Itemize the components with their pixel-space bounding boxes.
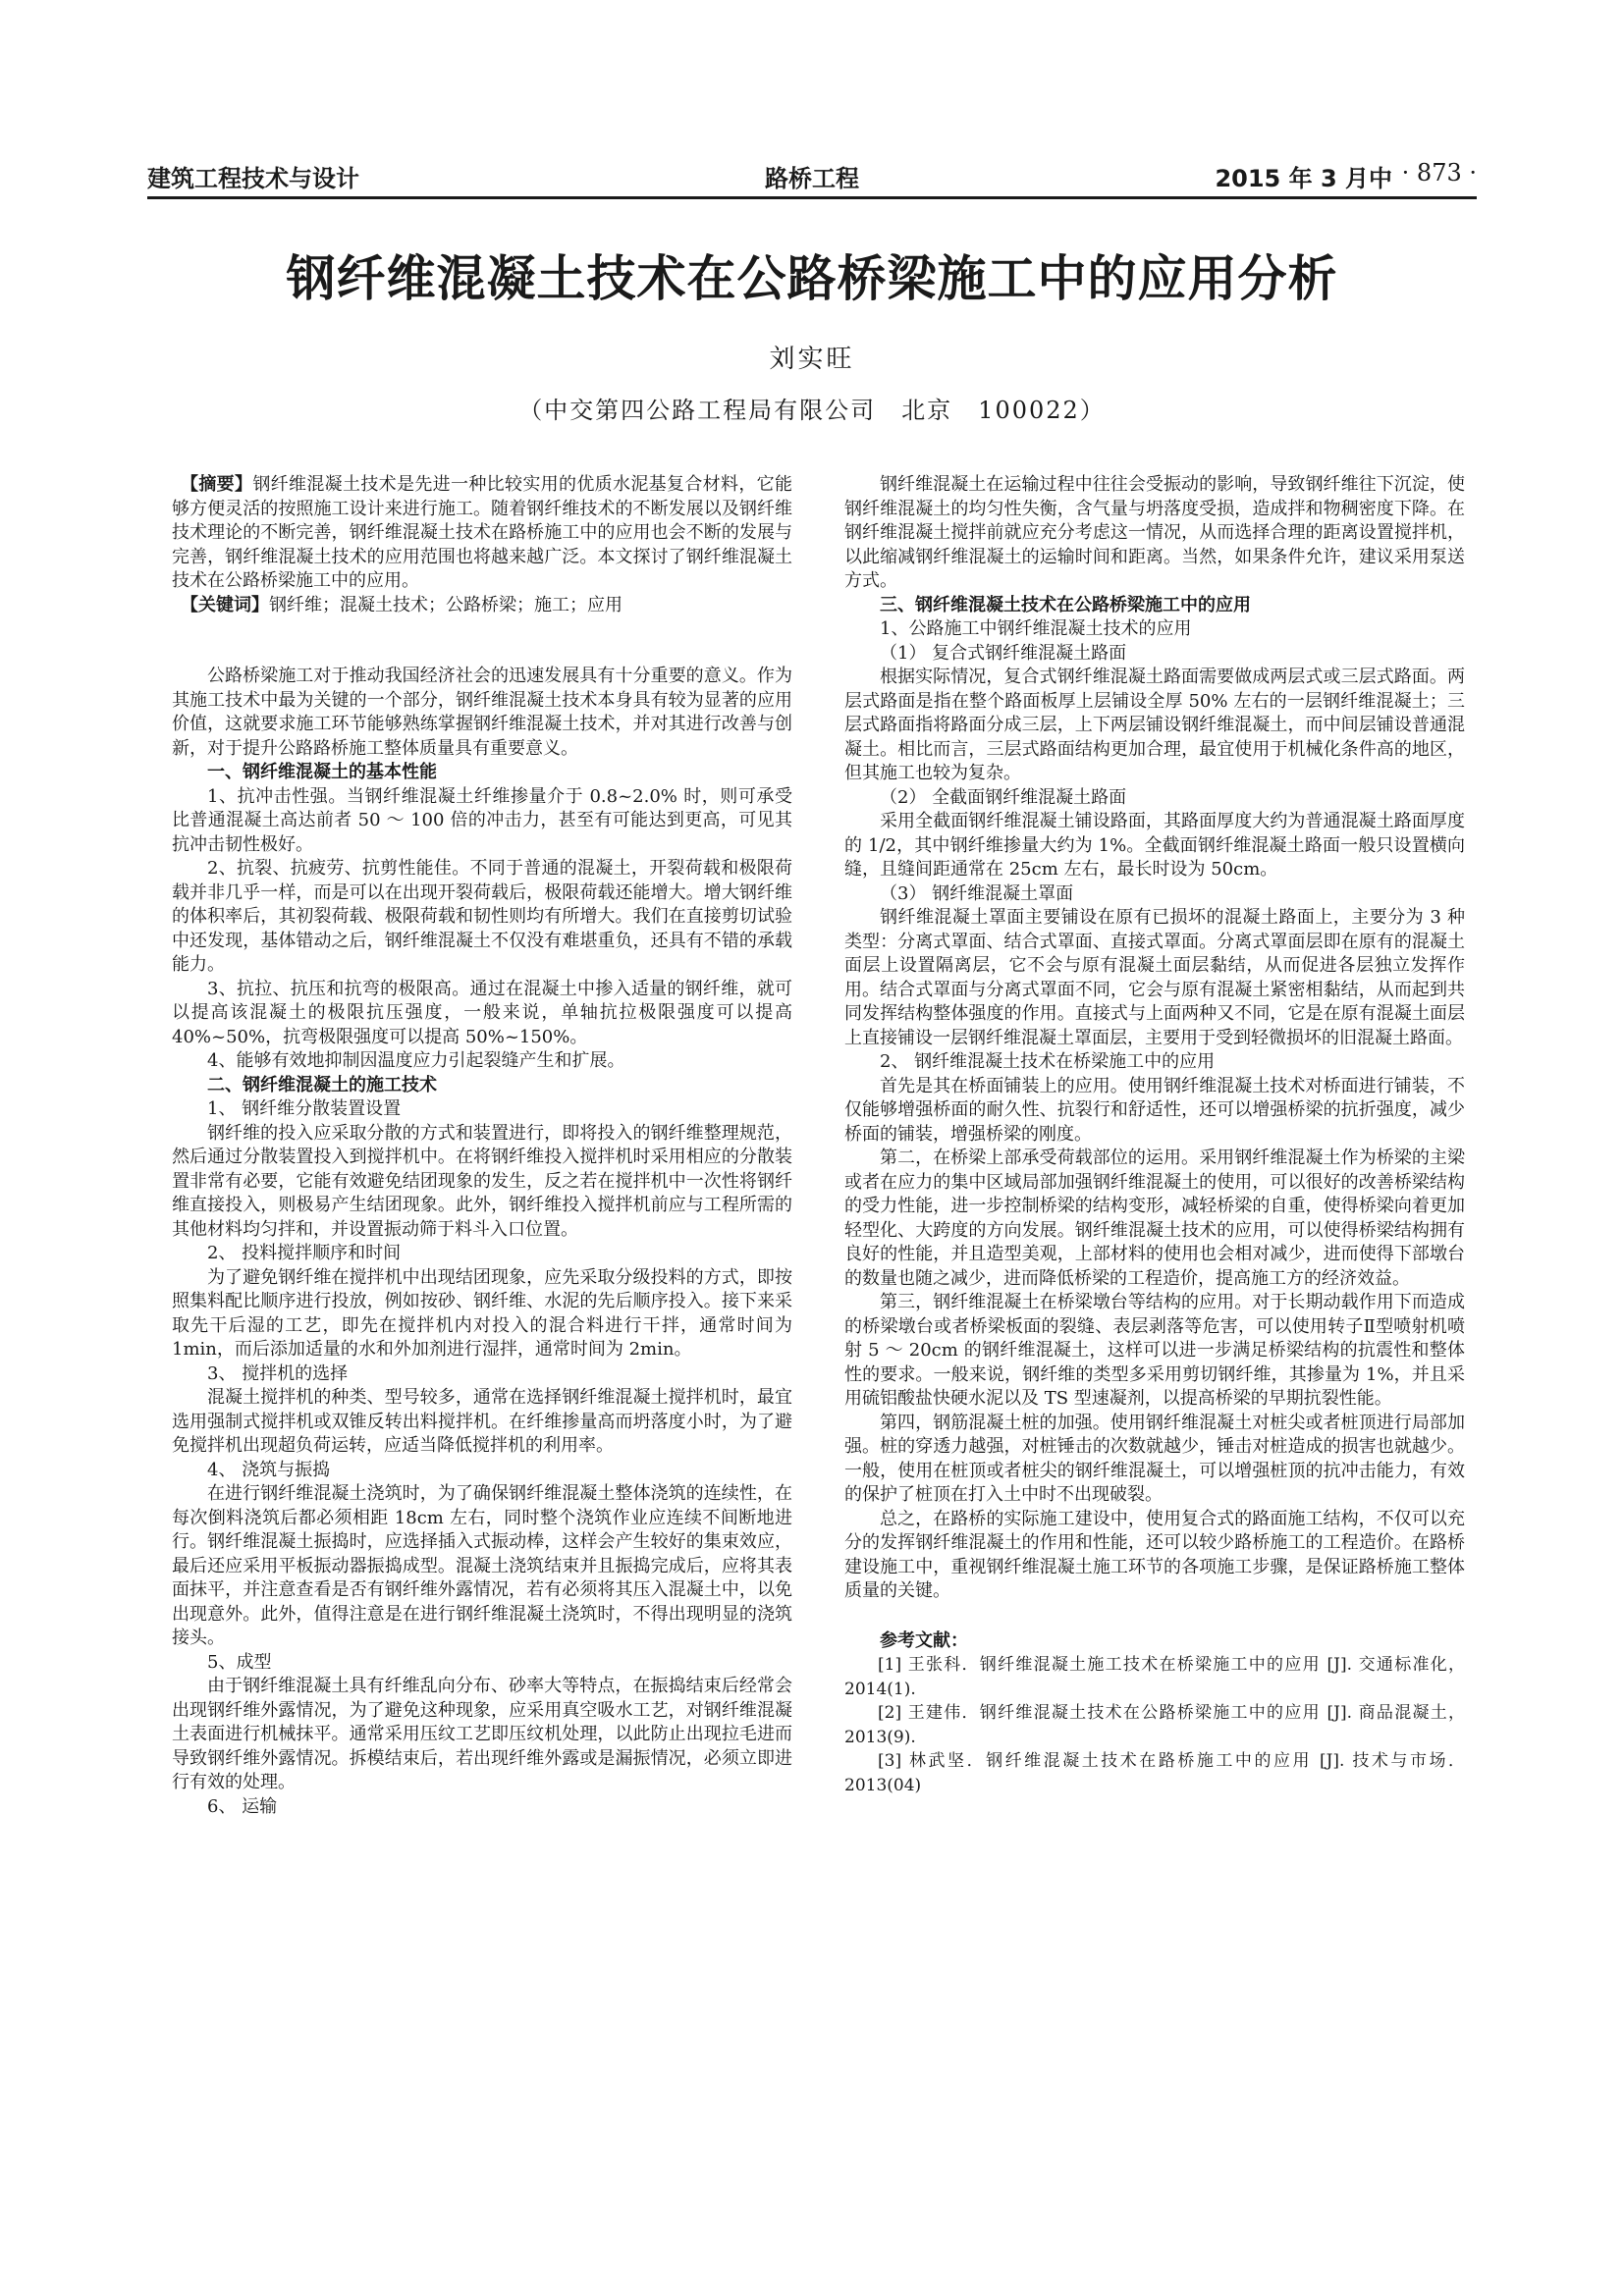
paragraph: 为了避免钢纤维在搅拌机中出现结团现象，应先采取分级投料的方式，即按照集料配比顺序进行投放，例如按砂、钢纤维、水泥的先后顺序投入。接下来采取先干后湿的工艺，即先在搅拌机内对投入的混合料进行干拌，通常时间为 1min，而后添加适量的水和外加剂进行湿拌，通常时间为 2min。 (172, 1266, 792, 1360)
references-spacer (844, 1604, 1465, 1629)
subsection-title: 6、 运输 (207, 1795, 278, 1817)
paragraph: 根据实际情况，复合式钢纤维混凝土路面需要做成两层式或三层式路面。两层式路面是指在整个路面板厚上层铺设全厚 50% 左右的一层钢纤维混凝土；三层式路面指将路面分成三层，上下两层铺设钢纤维混凝土，而中间层铺设普通混凝土。相比而言，三层式路面结构更加合理，最宜使用于机械化条件高的地区，但其施工也较为复杂。 (844, 667, 1465, 783)
references-title: 参考文献： (880, 1629, 968, 1651)
section-heading-3: 三、钢纤维混凝土技术在公路桥梁施工中的应用 (880, 594, 1251, 615)
paragraph: 3、抗拉、抗压和抗弯的极限高。通过在混凝土中掺入适量的钢纤维，就可以提高该混凝土的极限抗压强度，一般来说，单轴抗拉极限强度可以提高 40%~50%，抗弯极限强度可以提高 50%~150%。 (172, 978, 792, 1047)
subsection-title: 2、 投料搅拌顺序和时间 (207, 1243, 402, 1263)
paragraph: 4、能够有效地抑制因温度应力引起裂缝产生和扩展。 (207, 1050, 625, 1071)
article-title: 钢纤维混凝土技术在公路桥梁施工中的应用分析 (286, 250, 1338, 307)
paragraph: 采用全截面钢纤维混凝土铺设路面，其路面厚度大约为普通混凝土路面厚度的 1/2，其中钢纤维掺量大约为 1%。全截面钢纤维混凝土路面一般只设置横向缝，且缝间距通常在 25cm 左右，最长时设为 50cm。 (844, 811, 1465, 880)
abstract (172, 473, 792, 594)
paragraph: 由于钢纤维混凝土具有纤维乱向分布、砂率大等特点，在振捣结束后经常会出现钢纤维外露情况，为了避免这种现象，应采用真空吸水工艺，对钢纤维混凝土表面进行机械抹平。通常采用压纹工艺即压纹机处理，以此防止出现拉毛进而导致钢纤维外露情况。拆模结束后，若出现纤维外露或是漏振情况，必须立即进行有效的处理。 (172, 1676, 792, 1792)
keywords (172, 594, 792, 618)
article-affiliation: （中交第四公路工程局有限公司 北京 100022） (518, 397, 1106, 424)
subsection-title: 3、 搅拌机的选择 (207, 1362, 349, 1384)
reference-item: [1] 王张科．钢纤维混凝土施工技术在桥梁施工中的应用 [J]. 交通标准化，2014(1). (844, 1655, 1465, 1699)
paragraph: 第三，钢纤维混凝土在桥梁墩台等结构的应用。对于长期动载作用下而造成的桥梁墩台或者桥梁板面的裂缝、表层剥落等危害，可以使用转子Ⅱ型喷射机喷射 5 ～ 20cm 的钢纤维混凝土，这样可以进一步满足桥梁结构的抗震性和整体性的要求。一般来说，钢纤维的类型多采用剪切钢纤维，其掺量为 1%，并且采用硫铝酸盐快硬水泥以及 TS 型速凝剂，以提高桥梁的早期抗裂性能。 (844, 1292, 1465, 1409)
subsection-title: （3） 钢纤维混凝土罩面 (880, 882, 1074, 904)
paragraph: 第二，在桥梁上部承受荷载部位的运用。采用钢纤维混凝土作为桥梁的主梁或者在应力的集中区域局部加强钢纤维混凝土的使用，可以很好的改善桥梁结构的受力性能，进一步控制桥梁的结构变形，减轻桥梁的自重，使得桥梁向着更加轻型化、大跨度的方向发展。钢纤维混凝土技术的应用，可以使得桥梁结构拥有良好的性能，并且造型美观，上部材料的使用也会相对减少，进而使得下部墩台的数量也随之减少，进而降低桥梁的工程造价，提高施工方的经济效益。 (844, 1148, 1465, 1289)
abstract-text: 钢纤维混凝土技术是先进一种比较实用的优质水泥基复合材料，它能够方便灵活的按照施工设计来进行施工。随着钢纤维技术的不断发展以及钢纤维技术理论的不断完善，钢纤维混凝土技术在路桥施工中的应用也会不断的发展与完善，钢纤维混凝土技术的应用范围也将越来越广泛。本文探讨了钢纤维混凝土技术在公路桥梁施工中的应用。 (172, 474, 793, 591)
abstract-label: 【摘要】 (181, 474, 253, 495)
keywords-label: 【关键词】 (181, 594, 269, 615)
paragraph: 钢纤维的投入应采取分散的方式和装置进行，即将投入的钢纤维整理规范，然后通过分散装置投入到搅拌机中。在将钢纤维投入搅拌机时采用相应的分散装置非常有必要，它能有效避免结团现象的发生，反之若在搅拌机中一次性将钢纤维直接投入，则极易产生结团现象。此外，钢纤维投入搅拌机前应与工程所需的其他材料均匀拌和，并设置振动筛于料斗入口位置。 (172, 1122, 792, 1240)
subsection-title: 5、成型 (207, 1651, 272, 1673)
subsection-title: （2） 全截面钢纤维混凝土路面 (880, 786, 1127, 808)
subsection-title: （1） 复合式钢纤维混凝土路面 (880, 642, 1127, 664)
article-author: 刘实旺 (769, 345, 855, 374)
page-number: · 873 · (1401, 159, 1477, 187)
subsection-title: 1、公路施工中钢纤维混凝土技术的应用 (880, 618, 1192, 639)
section-heading-2: 二、钢纤维混凝土的施工技术 (207, 1074, 437, 1095)
paragraph: 混凝土搅拌机的种类、型号较多，通常在选择钢纤维混凝土搅拌机时，最宜选用强制式搅拌机或双锥反转出料搅拌机。在纤维掺量高而坍落度小时，为了避免搅拌机出现超负荷运转，应适当降低搅拌机的利用率。 (172, 1387, 792, 1456)
section-heading-1: 一、钢纤维混凝土的基本性能 (207, 762, 437, 782)
header-rule (147, 196, 1477, 199)
section-name: 路桥工程 (765, 165, 859, 192)
right-column (844, 473, 1465, 1797)
conclusion-paragraph: 总之，在路桥的实际施工建设中，使用复合式的路面施工结构，不仅可以充分的发挥钢纤维混凝土的作用和性能，还可以较少路桥施工的工程造价。在路桥建设施工中，重视钢纤维混凝土施工环节的各项施工步骤，是保证路桥施工整体质量的关键。 (844, 1508, 1465, 1601)
paragraph: 第四，钢筋混凝土桩的加强。使用钢纤维混凝土对桩尖或者桩顶进行局部加强。桩的穿透力越强，对桩锤击的次数就越少，锤击对桩造成的损害也就越少。一般，使用在桩顶或者桩尖的钢纤维混凝土，可以增强桩顶的抗冲击能力，有效的保护了桩顶在打入土中时不出现破裂。 (844, 1412, 1465, 1505)
keywords-text: 钢纤维；混凝土技术；公路桥梁；施工；应用 (269, 594, 623, 615)
subsection-title: 1、 钢纤维分散装置设置 (207, 1098, 402, 1119)
abstract-spacer (172, 617, 792, 665)
left-column (172, 473, 792, 1819)
reference-item: [2] 王建伟．钢纤维混凝土技术在公路桥梁施工中的应用 [J]. 商品混凝土，2013(9). (844, 1703, 1465, 1747)
paragraph: 在进行钢纤维混凝土浇筑时，为了确保钢纤维混凝土整体浇筑的连续性，在每次倒料浇筑后都必须相距 18cm 左右，同时整个浇筑作业应连续不间断地进行。钢纤维混凝土振捣时，应选择插入式振动棒，这样会产生较好的集束效应，最后还应采用平板振动器振捣成型。混凝土浇筑结束并且振捣完成后，应将其表面抹平，并注意查看是否有钢纤维外露情况，若有必须将其压入混凝土中，以免出现意外。此外，值得注意是在进行钢纤维混凝土浇筑时，不得出现明显的浇筑接头。 (172, 1483, 792, 1648)
paragraph: 首先是其在桥面铺装上的应用。使用钢纤维混凝土技术对桥面进行铺装，不仅能够增强桥面的耐久性、抗裂行和舒适性，还可以增强桥梁的抗折强度，减少桥面的铺装，增强桥梁的刚度。 (844, 1075, 1465, 1145)
subsection-title: 2、 钢纤维混凝土技术在桥梁施工中的应用 (880, 1051, 1216, 1072)
reference-item: [3] 林武坚．钢纤维混凝土技术在路桥施工中的应用 [J]. 技术与市场．2013(04) (844, 1751, 1465, 1795)
paragraph: 2、抗裂、抗疲劳、抗剪性能佳。不同于普通的混凝土，开裂荷载和极限荷载并非几乎一样，而是可以在出现开裂荷载后，极限荷载还能增大。增大钢纤维的体积率后，其初裂荷载、极限荷载和韧性则均有所增大。我们在直接剪切试验中还发现，基体错动之后，钢纤维混凝土不仅没有难堪重负，还具有不错的承载能力。 (172, 858, 792, 975)
journal-name: 建筑工程技术与设计 (147, 165, 359, 192)
paragraph: 钢纤维混凝土罩面主要铺设在原有已损坏的混凝土路面上，主要分为 3 种类型：分离式罩面、结合式罩面、直接式罩面。分离式罩面层即在原有的混凝土面层上设置隔离层，它不会与原有混凝土面层黏结，从而促进各层独立发挥作用。结合式罩面与分离式罩面不同，它会与原有混凝土紧密相黏结，从而起到共同发挥结构整体强度的作用。直接式与上面两种又不同，它是在原有混凝土面层上直接铺设一层钢纤维混凝土罩面层，主要用于受到轻微损坏的旧混凝土路面。 (844, 907, 1465, 1048)
intro-paragraph: 公路桥梁施工对于推动我国经济社会的迅速发展具有十分重要的意义。作为其施工技术中最为关键的一个部分，钢纤维混凝土技术本身具有较为显著的应用价值，这就要求施工环节能够熟练掌握钢纤维混凝土技术，并对其进行改善与创新，对于提升公路路桥施工整体质量具有重要意义。 (172, 666, 792, 759)
paragraph: 钢纤维混凝土在运输过程中往往会受振动的影响，导致钢纤维往下沉淀，使钢纤维混凝土的均匀性失衡，含气量与坍落度受损，造成拌和物稠密度下降。在钢纤维混凝土搅拌前就应充分考虑这一情况，从而选择合理的距离设置搅拌机，以此缩减钢纤维混凝土的运输时间和距离。当然，如果条件允许，建议采用泵送方式。 (844, 474, 1465, 591)
issue-date: 2015 年 3 月中 (1215, 165, 1392, 192)
paragraph: 1、抗冲击性强。当钢纤维混凝土纤维掺量介于 0.8~2.0% 时，则可承受比普通混凝土高达前者 50 ～ 100 倍的冲击力，甚至有可能达到更高，可见其抗冲击韧性极好。 (172, 785, 792, 855)
subsection-title: 4、 浇筑与振捣 (207, 1459, 331, 1480)
